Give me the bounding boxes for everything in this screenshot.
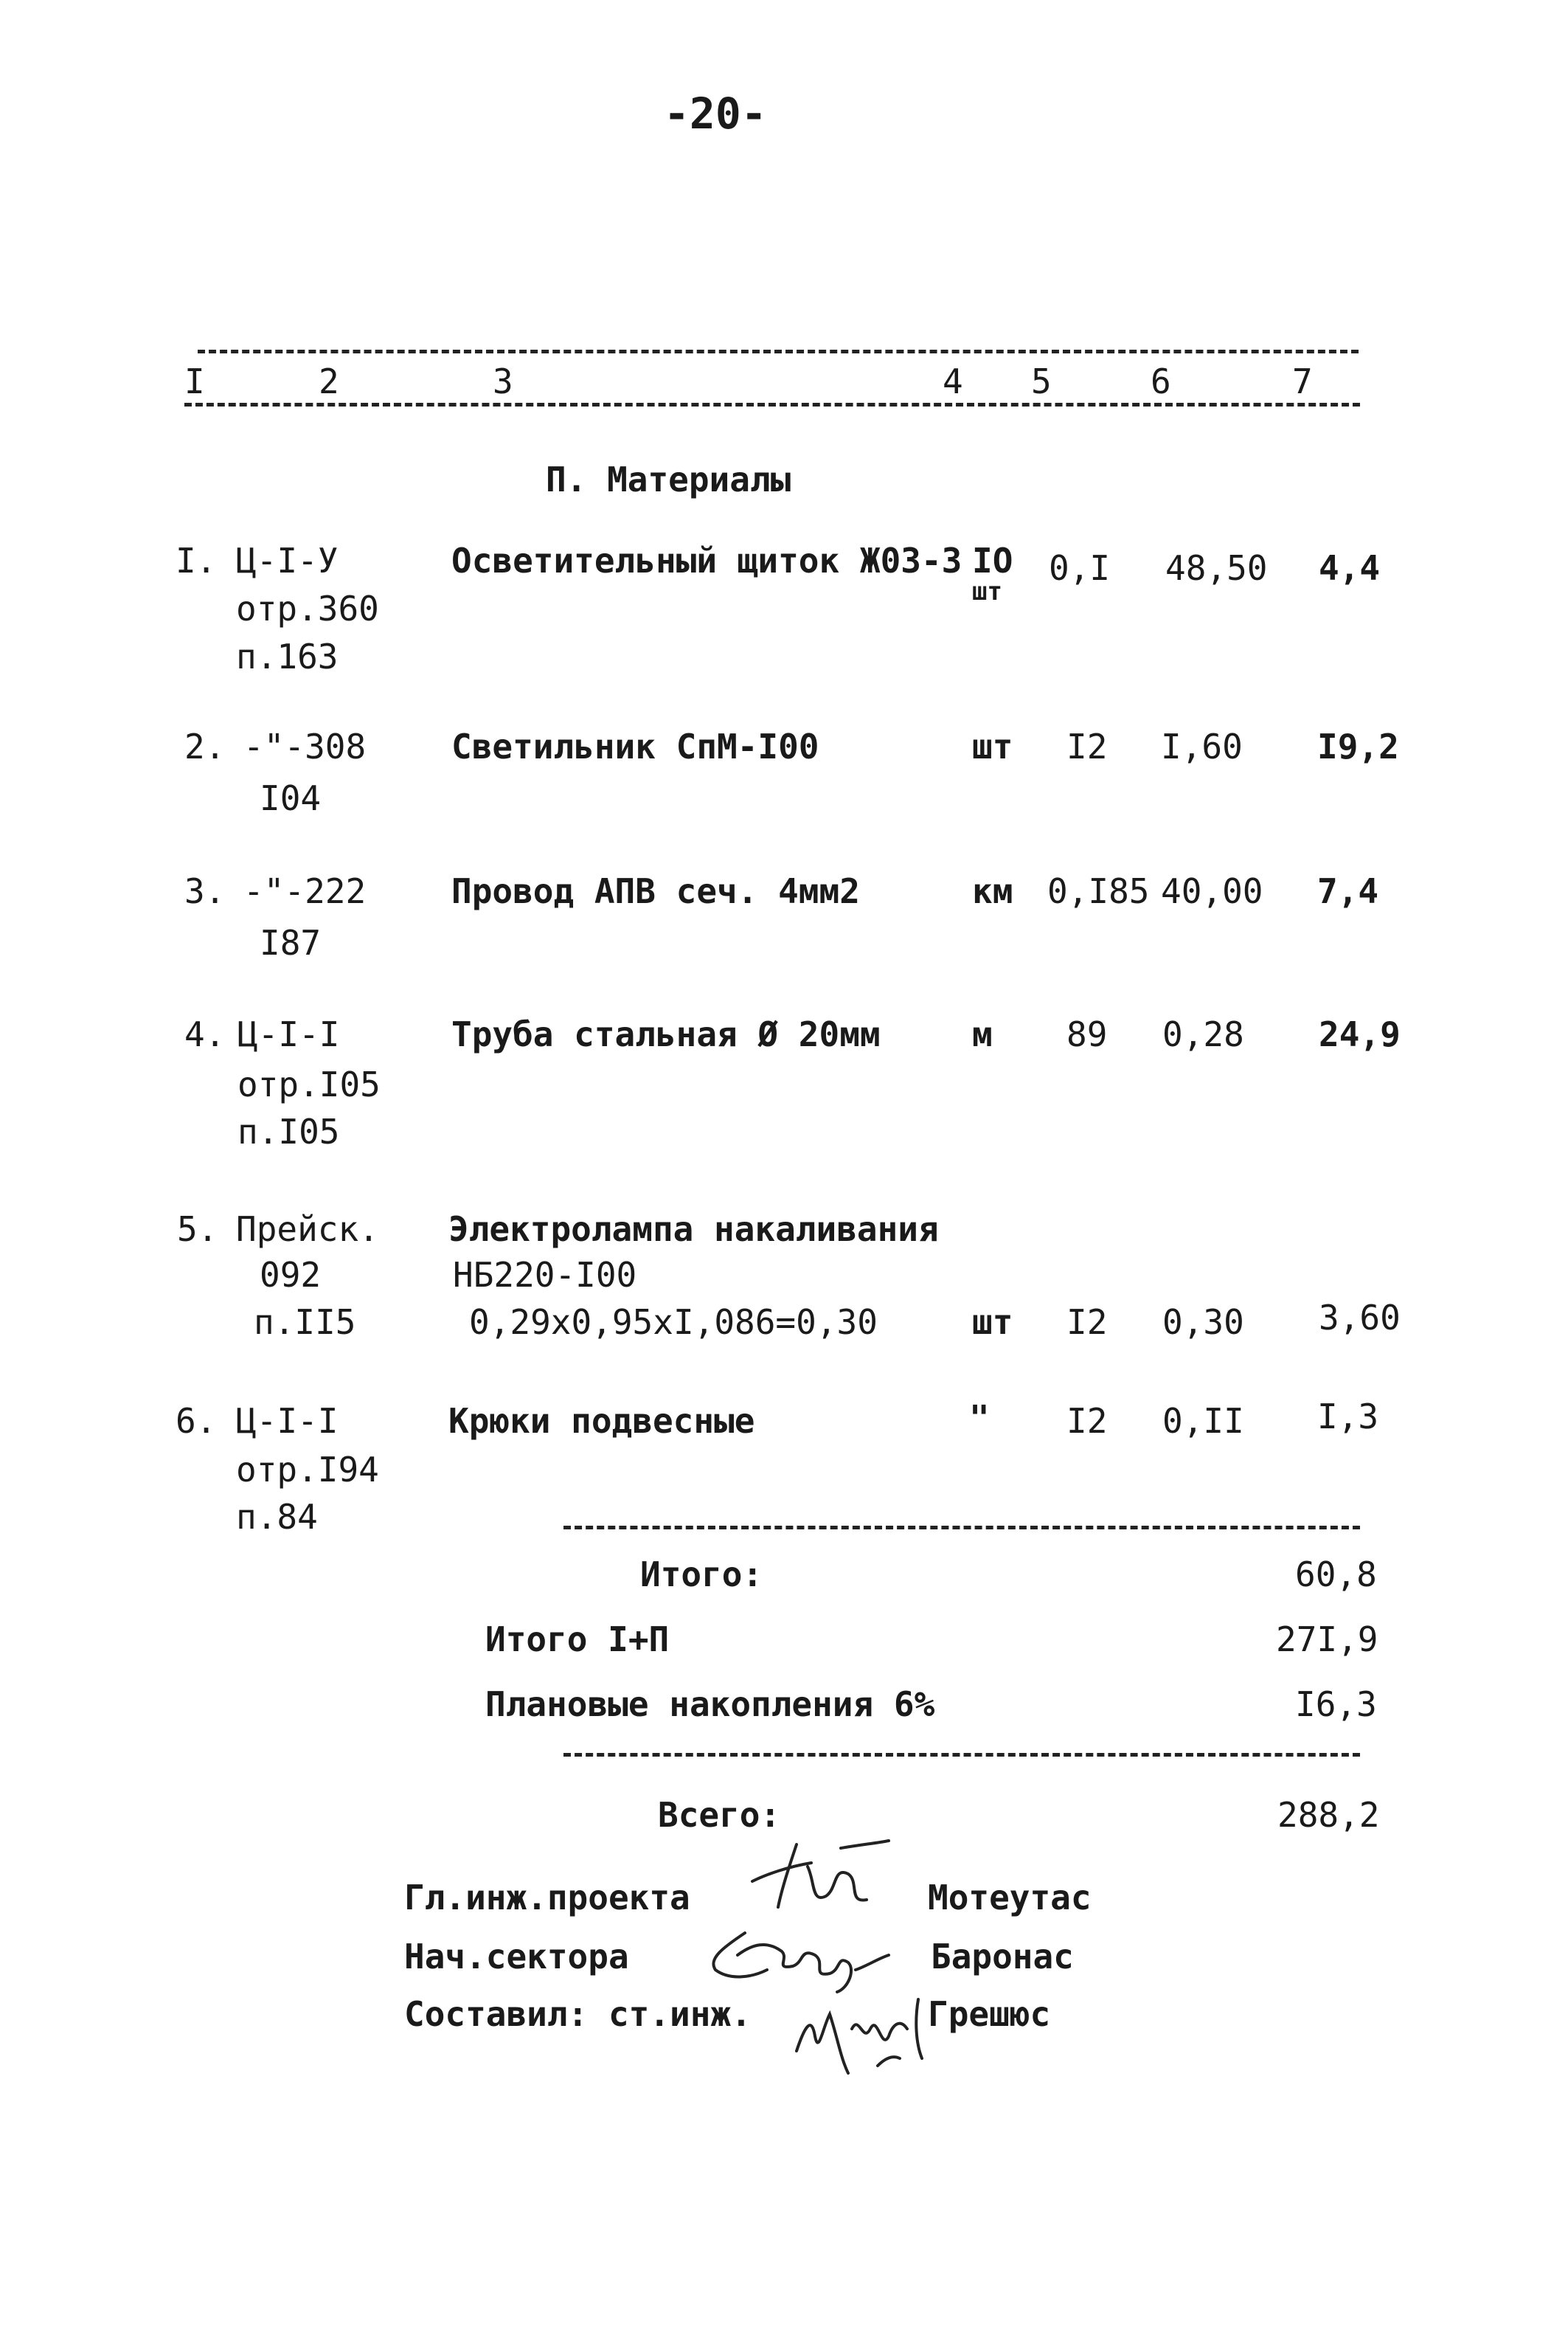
row-ref-line: I87 xyxy=(260,923,322,963)
row-total: 24,9 xyxy=(1319,1014,1401,1054)
handwritten-signature-1 xyxy=(738,1837,900,1933)
plan-accumulation-value: I6,3 xyxy=(1295,1684,1377,1724)
row-ref-line: п.I05 xyxy=(237,1112,340,1152)
row-unit: IO xyxy=(972,541,1013,581)
row-name: НБ220-I00 xyxy=(453,1255,637,1295)
totals-bottom-rule xyxy=(563,1753,1360,1757)
itogo-1-2-label: Итого I+П xyxy=(485,1619,670,1659)
row-qty: I2 xyxy=(1066,1302,1108,1342)
signature-role: Составил: ст.инж. xyxy=(404,1994,752,2034)
column-number-4: 4 xyxy=(943,362,963,401)
vsego-value: 288,2 xyxy=(1277,1795,1380,1835)
column-number-7: 7 xyxy=(1292,362,1313,401)
row-ref-line: отр.I94 xyxy=(236,1450,379,1490)
column-number-3: 3 xyxy=(493,362,513,401)
row-price: 0,II xyxy=(1162,1401,1244,1441)
row-ref-line: Ц-I-I xyxy=(236,1401,339,1441)
signature-role: Гл.инж.проекта xyxy=(404,1878,690,1917)
row-qty: I2 xyxy=(1066,1401,1108,1441)
row-qty: I2 xyxy=(1066,727,1108,767)
row-name: Труба стальная Ø 20мм xyxy=(451,1014,881,1054)
header-bottom-rule xyxy=(184,403,1360,407)
row-number: I. xyxy=(176,541,217,581)
row-price: 48,50 xyxy=(1165,548,1268,588)
row-unit: " xyxy=(969,1398,990,1438)
row-name: 0,29х0,95хI,086=0,30 xyxy=(469,1302,878,1342)
row-total: 3,60 xyxy=(1319,1298,1401,1338)
row-ref-line: п.163 xyxy=(236,637,339,677)
signature-name: Грешюс xyxy=(928,1994,1051,2034)
itogo-1-2-value: 27I,9 xyxy=(1276,1619,1378,1659)
row-unit: м xyxy=(972,1014,993,1054)
row-unit: шт xyxy=(972,727,1013,767)
row-name: Провод АПВ сеч. 4мм2 xyxy=(451,871,860,911)
row-ref-line: п.II5 xyxy=(254,1302,356,1342)
row-ref-line: п.84 xyxy=(236,1497,318,1537)
row-ref-line: отр.I05 xyxy=(237,1065,381,1104)
row-number: 4. xyxy=(184,1014,226,1054)
vsego-label: Всего: xyxy=(658,1795,781,1835)
row-total: I,3 xyxy=(1317,1397,1379,1436)
column-number-1: I xyxy=(184,362,205,401)
row-price: 0,30 xyxy=(1162,1302,1244,1342)
row-ref-line: Ц-I-У xyxy=(236,541,339,581)
row-ref-line: Ц-I-I xyxy=(237,1014,340,1054)
row-ref-line: 092 xyxy=(260,1255,322,1295)
row-ref-line: Прейск. xyxy=(236,1209,379,1249)
row-total: 4,4 xyxy=(1319,548,1381,588)
row-ref-line: I04 xyxy=(260,778,322,818)
page-number: -20- xyxy=(664,89,767,139)
row-qty: 0,I85 xyxy=(1047,871,1150,911)
row-ref-line: -"-308 xyxy=(243,727,367,767)
handwritten-signature-3 xyxy=(789,1985,937,2088)
signature-role: Нач.сектора xyxy=(404,1937,629,1976)
row-price: 0,28 xyxy=(1162,1014,1244,1054)
row-unit: шт xyxy=(972,1302,1013,1342)
row-price: 40,00 xyxy=(1161,871,1263,911)
row-number: 5. xyxy=(177,1209,218,1249)
row-number: 6. xyxy=(176,1401,217,1441)
row-total: 7,4 xyxy=(1317,871,1379,911)
row-qty: 89 xyxy=(1066,1014,1108,1054)
row-unit: шт xyxy=(972,577,1002,606)
row-name: Светильник СпМ-I00 xyxy=(451,727,819,767)
section-title: П. Материалы xyxy=(546,460,791,499)
signature-name: Баронас xyxy=(931,1937,1074,1976)
itogo-value: 60,8 xyxy=(1295,1554,1377,1594)
row-name: Осветительный щиток Ж03-3 xyxy=(451,541,962,581)
row-number: 2. xyxy=(184,727,226,767)
totals-top-rule xyxy=(563,1526,1360,1529)
plan-accumulation-label: Плановые накопления 6% xyxy=(485,1684,935,1724)
row-number: 3. xyxy=(184,871,226,911)
column-number-6: 6 xyxy=(1151,362,1171,401)
row-ref-line: -"-222 xyxy=(243,871,367,911)
itogo-label: Итого: xyxy=(640,1554,763,1594)
row-total: I9,2 xyxy=(1317,727,1399,767)
column-number-5: 5 xyxy=(1031,362,1052,401)
row-name: Крюки подвесные xyxy=(448,1401,755,1441)
row-unit: км xyxy=(972,871,1013,911)
row-qty: 0,I xyxy=(1049,548,1111,588)
row-name: Электролампа накаливания xyxy=(448,1209,939,1249)
row-price: I,60 xyxy=(1161,727,1243,767)
header-top-rule xyxy=(198,350,1359,353)
column-number-2: 2 xyxy=(319,362,339,401)
signature-name: Мотеутас xyxy=(928,1878,1092,1917)
row-ref-line: отр.360 xyxy=(236,589,379,629)
